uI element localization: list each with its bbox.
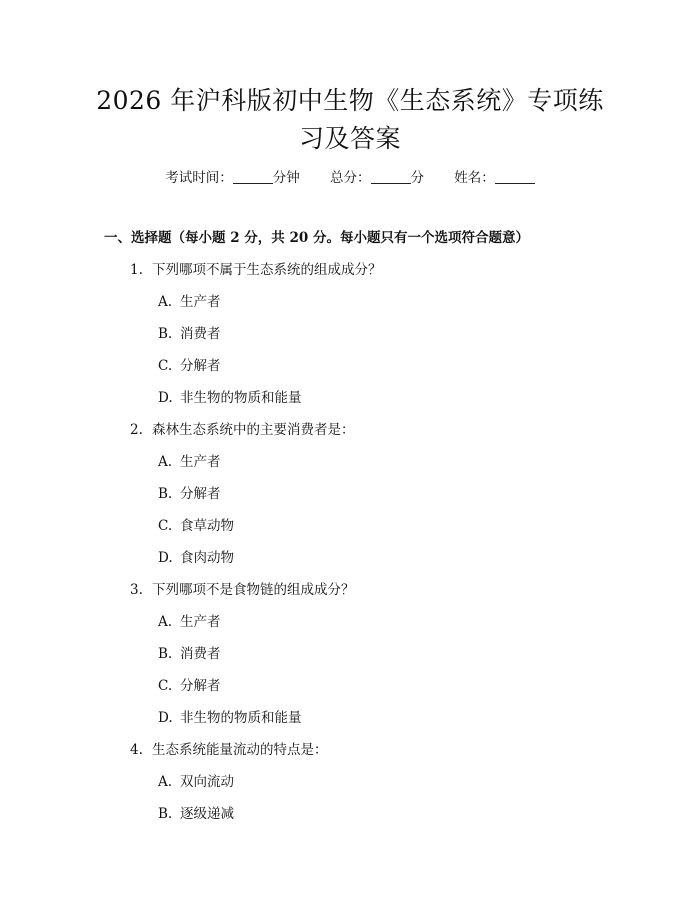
question-3-option-d (158, 708, 302, 728)
student-name-blank (495, 169, 535, 184)
question-3-option-a (158, 612, 221, 632)
exam-time-blank (233, 169, 273, 184)
option-text: 食肉动物 (180, 550, 234, 566)
question-2-option-b (158, 484, 221, 504)
question-1-option-d (158, 388, 302, 408)
exam-time-label: 考试时间： (165, 170, 233, 186)
option-letter: B. (158, 806, 173, 822)
option-text: 生产者 (180, 454, 221, 470)
question-number: 3. (130, 582, 143, 598)
option-letter: D. (158, 710, 173, 726)
question-2-option-a (158, 452, 221, 472)
option-text: 食草动物 (180, 518, 234, 534)
question-text: 森林生态系统中的主要消费者是： (152, 422, 355, 438)
section-heading-multiple-choice: 一、选择题（每小题 2 分，共 20 分。每小题只有一个选项符合题意） (104, 230, 529, 246)
exam-time-unit: 分钟 (272, 170, 300, 186)
option-letter: B. (158, 646, 173, 662)
option-text: 分解者 (180, 486, 221, 502)
question-number: 1. (130, 262, 143, 278)
question-1-option-c (158, 356, 221, 376)
question-2 (130, 420, 355, 440)
page-title-line-1: 2026 年沪科版初中生物《生态系统》专项练 (96, 86, 604, 115)
option-text: 消费者 (180, 326, 221, 342)
exam-meta-row (0, 168, 700, 188)
question-text: 下列哪项不属于生态系统的组成成分？ (152, 262, 382, 278)
exam-time-field (165, 168, 300, 188)
option-text: 分解者 (180, 358, 221, 374)
question-1 (130, 260, 382, 280)
question-1-option-a (158, 292, 221, 312)
option-text: 非生物的物质和能量 (180, 710, 302, 726)
total-score-blank (371, 169, 411, 184)
option-text: 逐级递减 (180, 806, 234, 822)
option-letter: A. (158, 294, 173, 310)
question-4-option-a (158, 772, 234, 792)
question-number: 2. (130, 422, 143, 438)
option-letter: C. (158, 518, 173, 534)
option-text: 生产者 (180, 614, 221, 630)
option-text: 生产者 (180, 294, 221, 310)
option-letter: D. (158, 390, 173, 406)
option-letter: A. (158, 774, 173, 790)
option-letter: C. (158, 358, 173, 374)
student-name-label: 姓名： (454, 170, 495, 186)
question-3-option-c (158, 676, 221, 696)
option-letter: A. (158, 454, 173, 470)
question-1-option-b (158, 324, 221, 344)
total-score-field (330, 168, 424, 188)
option-text: 分解者 (180, 678, 221, 694)
student-name-field (454, 168, 535, 188)
question-4 (130, 740, 328, 760)
total-score-label: 总分： (330, 170, 371, 186)
option-letter: A. (158, 614, 173, 630)
total-score-unit: 分 (410, 170, 424, 186)
question-3-option-b (158, 644, 221, 664)
option-letter: B. (158, 486, 173, 502)
option-text: 消费者 (180, 646, 221, 662)
option-text: 非生物的物质和能量 (180, 390, 302, 406)
page-title-line-2: 习及答案 (298, 124, 401, 153)
question-2-option-c (158, 516, 234, 536)
question-2-option-d (158, 548, 234, 568)
question-3 (130, 580, 355, 600)
option-letter: D. (158, 550, 173, 566)
option-text: 双向流动 (180, 774, 234, 790)
option-letter: C. (158, 678, 173, 694)
question-text: 生态系统能量流动的特点是： (152, 742, 328, 758)
question-text: 下列哪项不是食物链的组成成分？ (152, 582, 355, 598)
option-letter: B. (158, 326, 173, 342)
question-4-option-b (158, 804, 234, 824)
question-number: 4. (130, 742, 143, 758)
